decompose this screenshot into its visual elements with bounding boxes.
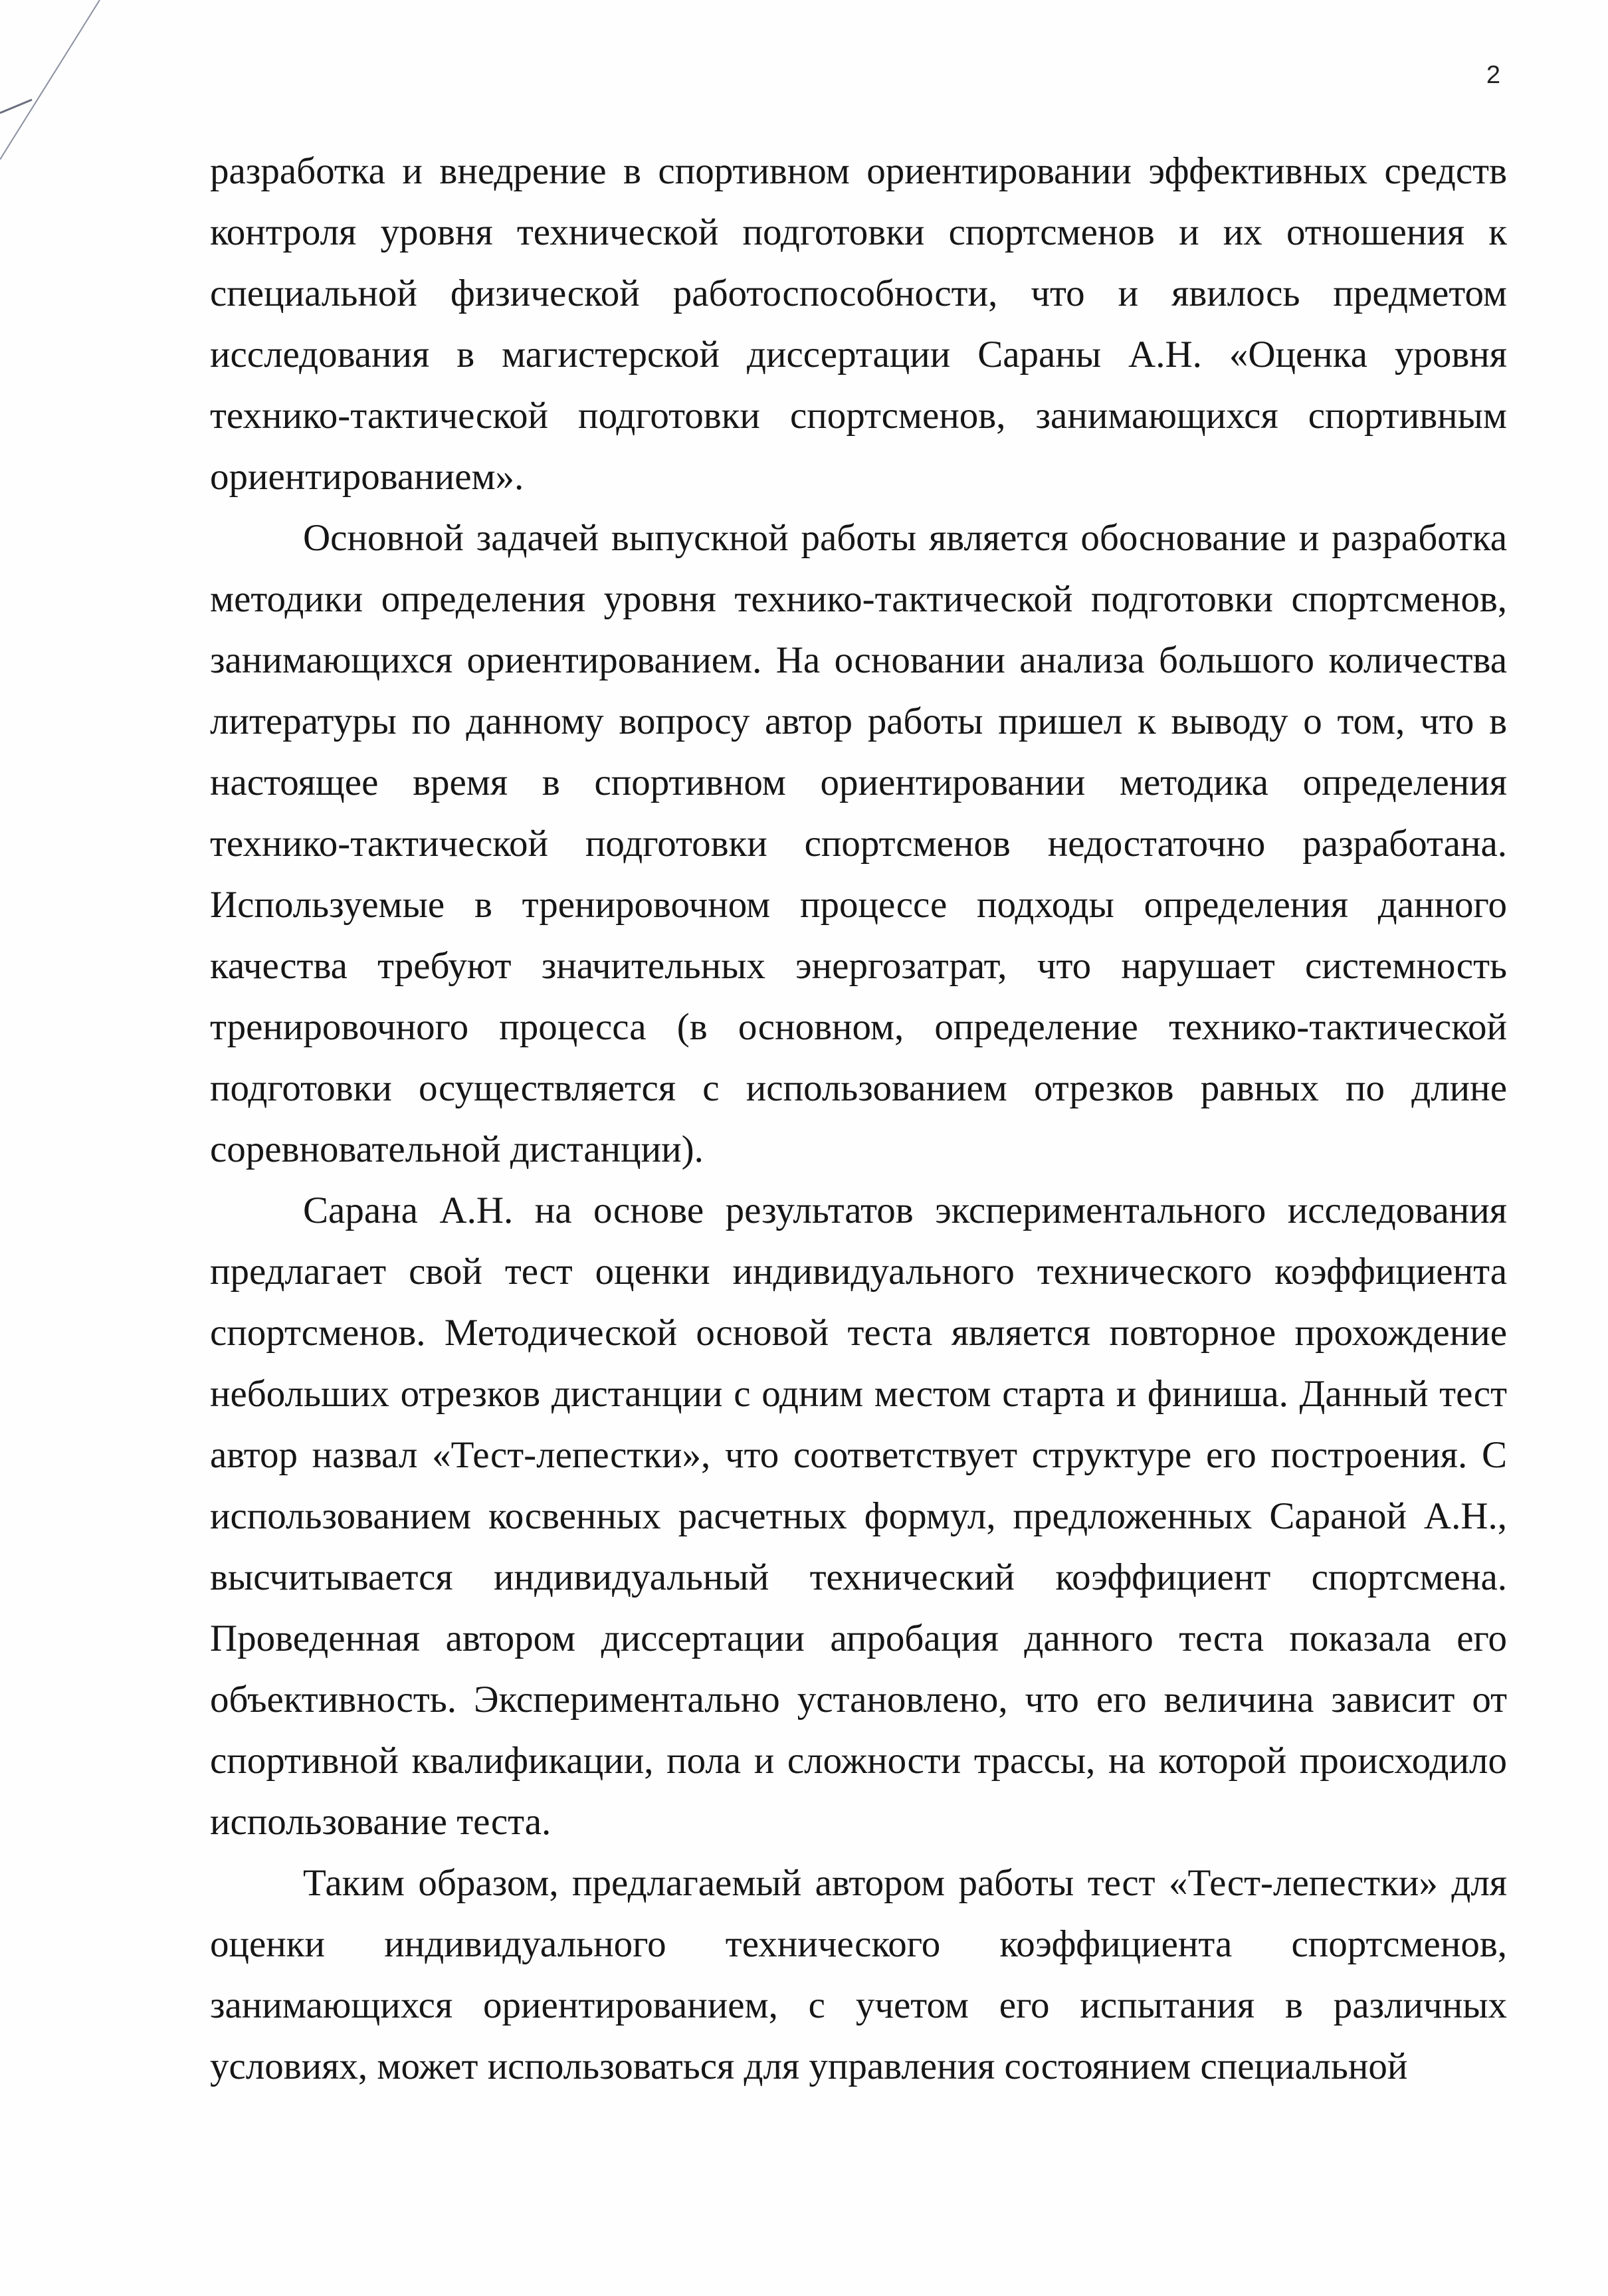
paragraph-1: разработка и внедрение в спортивном ориентировании эффективных средств контроля уровня технической подготовки спортсменов и их отношения к специальной физической работоспособности, что и явилось предметом исследования в магистерской диссертации Сараны А.Н. «Оценка уровня технико-тактической подготовки спортсменов, занимающихся спортивным ориентированием». (210, 150, 1507, 498)
paragraph-4: Таким образом, предлагаемый автором работы тест «Тест-лепестки» для оценки индивидуального технического коэффициента спортсменов, занимающихся ориентированием, с учетом его испытания в различных условиях, может использоваться для управления состоянием специальной (210, 1862, 1507, 2087)
document-body (210, 141, 1507, 2097)
paragraph-3: Сарана А.Н. на основе результатов экспериментального исследования предлагает свой тест оценки индивидуального технического коэффициента спортсменов. Методической основой теста является повторное прохождение небольших отрезков дистанции с одним местом старта и финиша. Данный тест автор назвал «Тест-лепестки», что соответствует структуре его построения. С использованием косвенных расчетных формул, предложенных Сараной А.Н., высчитывается индивидуальный технический коэффициент спортсмена. Проведенная автором диссертации апробация данного теста показала его объективность. Экспериментально установлено, что его величина зависит от спортивной квалификации, пола и сложности трассы, на которой происходило использование теста. (210, 1190, 1507, 1843)
paragraph-2: Основной задачей выпускной работы является обоснование и разработка методики определения уровня технико-тактической подготовки спортсменов, занимающихся ориентированием. На основании анализа большого количества литературы по данному вопросу автор работы пришел к выводу о том, что в настоящее время в спортивном ориентировании методика определения технико-тактической подготовки спортсменов недостаточно разработана. Используемые в тренировочном процессе подходы определения данного качества требуют значительных энергозатрат, что нарушает системность тренировочного процесса (в основном, определение технико-тактической подготовки осуществляется с использованием отрезков равных по длине соревновательной дистанции). (210, 517, 1507, 1170)
scan-edge-mark (0, 0, 106, 173)
page-number: 2 (1486, 61, 1500, 89)
